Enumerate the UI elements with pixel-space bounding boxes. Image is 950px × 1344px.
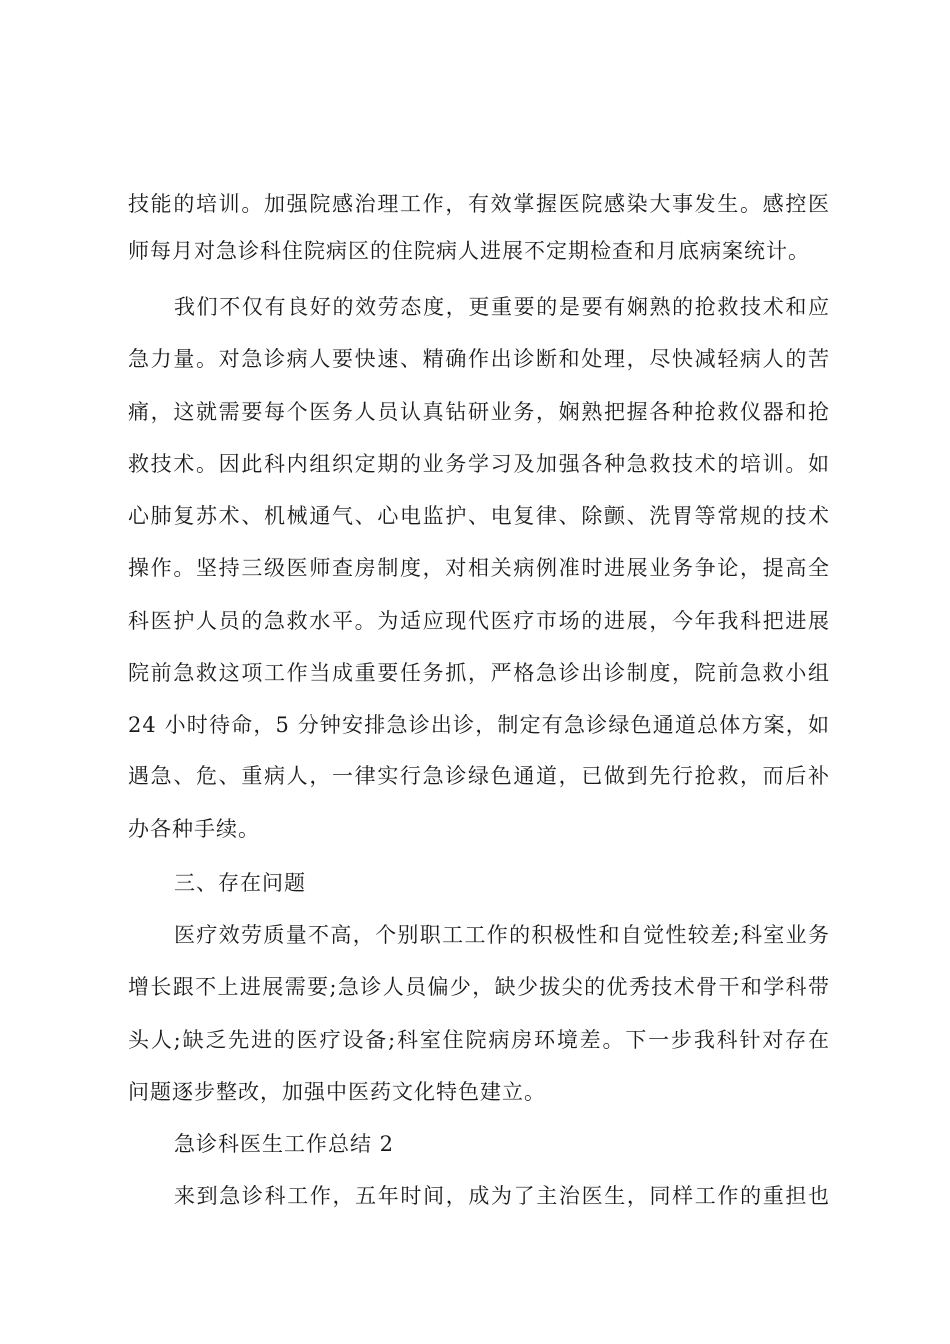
paragraph-line: 头人;缺乏先进的医疗设备;科室住院病房环境差。下一步我科针对存在 (128, 1028, 830, 1052)
paragraph-line: 24 小时待命，5 分钟安排急诊出诊，制定有急诊绿色通道总体方案，如 (128, 713, 830, 737)
document-subtitle: 急诊科医生工作总结 2 (174, 1132, 395, 1156)
paragraph-line: 科医护人员的急救水平。为适应现代医疗市场的进展，今年我科把进展 (128, 609, 830, 633)
paragraph-line: 技能的培训。加强院感治理工作，有效掌握医院感染大事发生。感控医 (128, 192, 830, 216)
paragraph-line: 操作。坚持三级医师查房制度，对相关病例准时进展业务争论，提高全 (128, 556, 830, 580)
paragraph-line: 救技术。因此科内组织定期的业务学习及加强各种急救技术的培训。如 (128, 452, 830, 476)
paragraph-line: 遇急、危、重病人，一律实行急诊绿色通道，已做到先行抢救，而后补 (128, 764, 830, 788)
paragraph-line: 痛，这就需要每个医务人员认真钻研业务，娴熟把握各种抢救仪器和抢 (128, 400, 830, 424)
section-heading: 三、存在问题 (174, 871, 306, 895)
paragraph-line: 问题逐步整改，加强中医药文化特色建立。 (128, 1080, 546, 1104)
paragraph-line: 来到急诊科工作，五年时间，成为了主治医生，同样工作的重担也 (174, 1184, 830, 1208)
paragraph-line: 我们不仅有良好的效劳态度，更重要的是要有娴熟的抢救技术和应 (174, 295, 830, 319)
paragraph-line: 院前急救这项工作当成重要任务抓，严格急诊出诊制度，院前急救小组 (128, 661, 830, 685)
paragraph-line: 办各种手续。 (128, 817, 260, 841)
paragraph-line: 医疗效劳质量不高，个别职工工作的积极性和自觉性较差;科室业务 (174, 923, 830, 947)
paragraph-line: 心肺复苏术、机械通气、心电监护、电复律、除颤、洗胃等常规的技术 (128, 504, 830, 528)
paragraph-line: 急力量。对急诊病人要快速、精确作出诊断和处理，尽快减轻病人的苦 (128, 347, 830, 371)
paragraph-line: 师每月对急诊科住院病区的住院病人进展不定期检查和月底病案统计。 (128, 239, 810, 263)
paragraph-line: 增长跟不上进展需要;急诊人员偏少，缺少拔尖的优秀技术骨干和学科带 (128, 975, 830, 999)
